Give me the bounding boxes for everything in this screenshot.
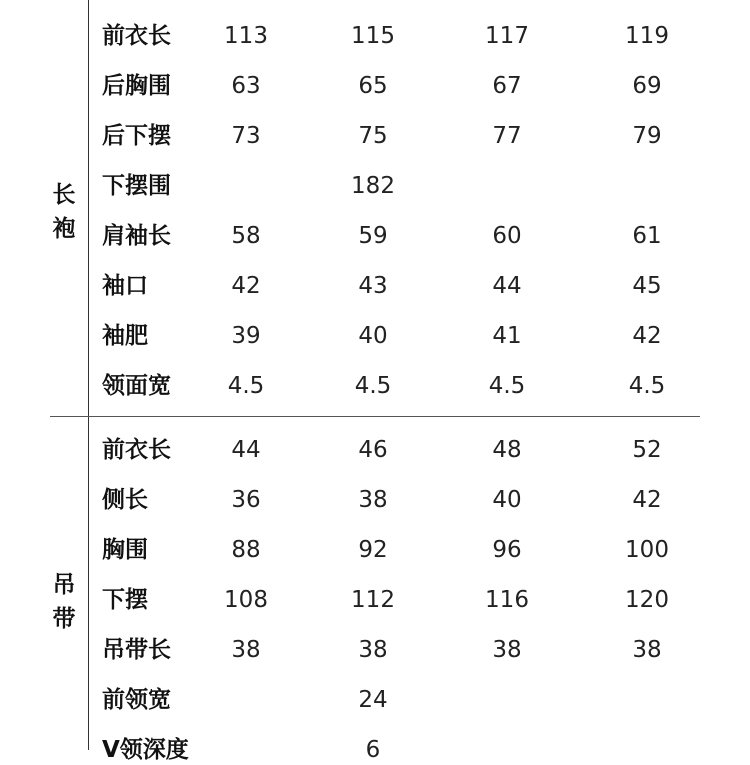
size-value (201, 685, 291, 715)
row-label: 袖口 (102, 273, 148, 299)
size-value: 42 (231, 273, 261, 299)
table-row (0, 321, 750, 351)
table-row (0, 535, 750, 565)
size-value: 52 (632, 437, 662, 463)
size-value: 58 (231, 223, 261, 249)
size-value: 96 (492, 537, 522, 563)
row-label: 袖肥 (102, 323, 148, 349)
section-divider (50, 416, 700, 417)
group-label-char: 吊 (52, 572, 76, 598)
size-value: 79 (632, 123, 662, 149)
row-label: 肩袖长 (102, 223, 171, 249)
row-label: 前衣长 (102, 437, 171, 463)
row-label: 吊带长 (102, 637, 171, 663)
size-value: 115 (351, 23, 395, 49)
size-value (602, 171, 692, 201)
size-value: 38 (358, 637, 388, 663)
size-value: 75 (358, 123, 388, 149)
size-value: 88 (231, 537, 261, 563)
table-row (0, 735, 750, 765)
table-row (0, 585, 750, 615)
table-row (0, 221, 750, 251)
table-row (0, 435, 750, 465)
row-label: 下摆围 (102, 173, 171, 199)
size-value: 24 (358, 687, 388, 713)
size-value: 43 (358, 273, 388, 299)
table-row (0, 485, 750, 515)
size-value (462, 685, 552, 715)
size-value: 4.5 (628, 373, 666, 399)
size-value: 73 (231, 123, 261, 149)
row-label: 下摆 (102, 587, 148, 613)
row-label: 侧长 (102, 487, 148, 513)
size-value: 108 (224, 587, 268, 613)
size-value: 44 (231, 437, 261, 463)
size-value: 69 (632, 73, 662, 99)
row-label: 后下摆 (102, 123, 171, 149)
size-value: 59 (358, 223, 388, 249)
table-row (0, 71, 750, 101)
row-label: V领深度 (102, 737, 189, 763)
size-value: 38 (358, 487, 388, 513)
size-value (602, 685, 692, 715)
size-value: 60 (492, 223, 522, 249)
size-value: 120 (625, 587, 669, 613)
table-row (0, 121, 750, 151)
size-value: 4.5 (227, 373, 265, 399)
size-value (602, 735, 692, 765)
row-label: 胸围 (102, 537, 148, 563)
group-label-char: 袍 (52, 216, 76, 242)
table-row (0, 371, 750, 401)
size-value: 42 (632, 323, 662, 349)
size-value: 77 (492, 123, 522, 149)
size-value: 67 (492, 73, 522, 99)
group-label-char: 带 (52, 606, 76, 632)
size-value: 119 (625, 23, 669, 49)
size-value: 100 (625, 537, 669, 563)
size-value: 182 (351, 173, 395, 199)
size-value: 4.5 (488, 373, 526, 399)
size-value: 63 (231, 73, 261, 99)
size-value (201, 735, 291, 765)
row-label: 前领宽 (102, 687, 171, 713)
size-value: 39 (231, 323, 261, 349)
table-row (0, 271, 750, 301)
group-label-char: 长 (52, 182, 76, 208)
size-value: 112 (351, 587, 395, 613)
size-value: 36 (231, 487, 261, 513)
size-value: 92 (358, 537, 388, 563)
size-value: 117 (485, 23, 529, 49)
row-label: 领面宽 (102, 373, 171, 399)
size-value: 38 (632, 637, 662, 663)
size-value: 44 (492, 273, 522, 299)
size-value: 40 (492, 487, 522, 513)
size-value: 38 (231, 637, 261, 663)
size-value (201, 171, 291, 201)
size-value: 48 (492, 437, 522, 463)
size-value: 65 (358, 73, 388, 99)
table-row (0, 635, 750, 665)
size-value: 6 (365, 737, 381, 763)
size-value: 46 (358, 437, 388, 463)
size-value: 4.5 (354, 373, 392, 399)
size-value: 40 (358, 323, 388, 349)
size-value: 61 (632, 223, 662, 249)
row-label: 前衣长 (102, 23, 171, 49)
size-value: 45 (632, 273, 662, 299)
table-row (0, 21, 750, 51)
row-label: 后胸围 (102, 73, 171, 99)
size-value: 42 (632, 487, 662, 513)
size-value: 113 (224, 23, 268, 49)
table-row (0, 685, 750, 715)
table-row (0, 171, 750, 201)
size-value (462, 171, 552, 201)
size-value (462, 735, 552, 765)
size-value: 38 (492, 637, 522, 663)
size-value: 116 (485, 587, 529, 613)
size-value: 41 (492, 323, 522, 349)
